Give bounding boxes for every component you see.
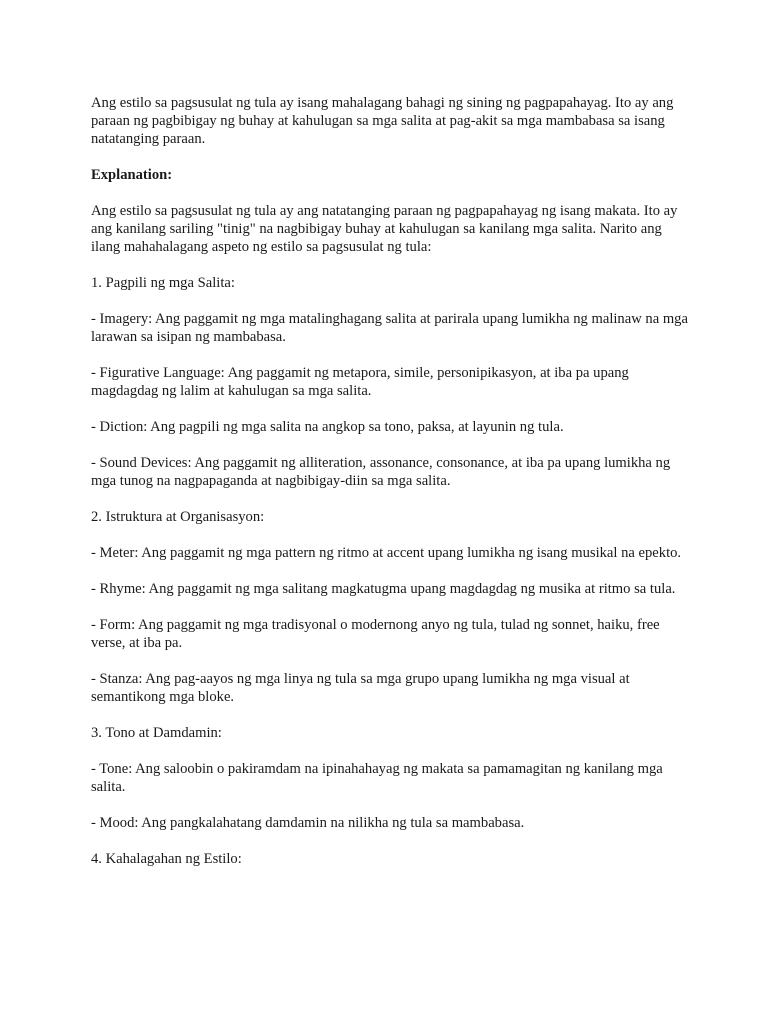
section-2-item-stanza: - Stanza: Ang pag-aayos ng mga linya ng tula sa mga grupo upang lumikha ng mga visual at semantikong mga bloke. — [91, 671, 630, 705]
section-3-title: 3. Tono at Damdamin: — [91, 725, 222, 741]
section-3-item-tone: - Tone: Ang saloobin o pakiramdam na ipinahahayag ng makata sa pamamagitan ng kanilang mga salita. — [91, 761, 663, 795]
section-2-item-form: - Form: Ang paggamit ng mga tradisyonal o modernong anyo ng tula, tulad ng sonnet, haiku, free verse, at iba pa. — [91, 617, 660, 651]
section-1-item-figurative-language: - Figurative Language: Ang paggamit ng metapora, simile, personipikasyon, at iba pa upang magdagdag ng lalim at kahulugan sa mga salita. — [91, 365, 629, 399]
document-page — [91, 94, 691, 886]
section-2-title: 2. Istruktura at Organisasyon: — [91, 509, 265, 525]
section-1-item-diction: - Diction: Ang pagpili ng mga salita na angkop sa tono, paksa, at layunin ng tula. — [91, 419, 564, 435]
section-1-item-sound-devices: - Sound Devices: Ang paggamit ng alliteration, assonance, consonance, at iba pa upang lumikha ng mga tunog na nagpapaganda at nagbibigay-diin sa mga salita. — [91, 455, 671, 489]
section-3-item-mood: - Mood: Ang pangkalahatang damdamin na nilikha ng tula sa mambabasa. — [91, 815, 525, 831]
explanation-paragraph: Ang estilo sa pagsusulat ng tula ay ang natatanging paraan ng pagpapahayag ng isang makata. Ito ay ang kanilang sariling "tinig" na nagbibigay buhay at kahulugan sa kanilang mga salita. Narito ang ilang mahahalagang aspeto ng estilo sa pagsusulat ng tula: — [91, 203, 678, 255]
section-4-title: 4. Kahalagahan ng Estilo: — [91, 851, 242, 867]
section-1-item-imagery: - Imagery: Ang paggamit ng mga matalinghagang salita at parirala upang lumikha ng malinaw na mga larawan sa isipan ng mambabasa. — [91, 311, 688, 345]
explanation-heading: Explanation: — [91, 167, 173, 183]
intro-paragraph: Ang estilo sa pagsusulat ng tula ay isang mahalagang bahagi ng sining ng pagpapahayag. Ito ay ang paraan ng pagbibigay ng buhay at kahulugan sa mga salita at pag-akit sa mga mambabasa sa isang natatanging paraan. — [91, 95, 674, 147]
section-2-item-meter: - Meter: Ang paggamit ng mga pattern ng ritmo at accent upang lumikha ng isang musikal na epekto. — [91, 545, 682, 561]
section-1-title: 1. Pagpili ng mga Salita: — [91, 275, 235, 291]
section-2-item-rhyme: - Rhyme: Ang paggamit ng mga salitang magkatugma upang magdagdag ng musika at ritmo sa tula. — [91, 581, 676, 597]
